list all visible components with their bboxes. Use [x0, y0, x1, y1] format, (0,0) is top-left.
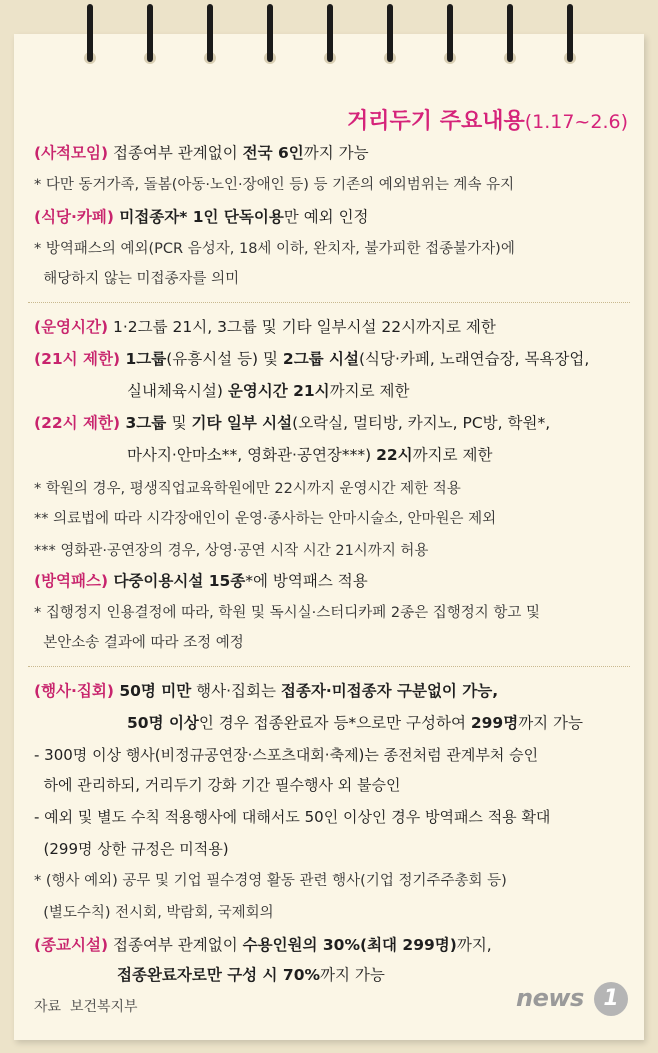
note-line: * 집행정지 인용결정에 따라, 학원 및 독시실·스터디카페 2종은 집행정지 항고 및 — [34, 605, 540, 621]
bold-text: 3그룹 — [120, 414, 172, 432]
bold-text: 미접종자* 1인 단독이용 — [113, 208, 284, 226]
text: 까지 가능 — [320, 966, 385, 984]
private-gathering-line — [34, 142, 369, 164]
title-date: (1.17~2.6) — [524, 111, 628, 133]
section-tag: (종교시설) — [34, 936, 109, 954]
limit-22-line-cont — [127, 444, 492, 466]
ring-icon — [324, 0, 336, 70]
note-line: ** 의료법에 따라 시각장애인이 운영·종사하는 안마시술소, 안마원은 제외 — [34, 511, 497, 527]
title-main: 거리두기 주요내용 — [347, 109, 525, 134]
bold-text: 수용인원의 30%(최대 299명) — [242, 936, 457, 954]
section-tag: (사적모임) — [34, 144, 109, 162]
text: (유흥시설 등) 및 — [166, 350, 283, 368]
text: 실내체육시설) — [127, 382, 228, 400]
ring-icon — [444, 0, 456, 70]
spiral-binding — [0, 0, 658, 80]
religious-facility-line-cont — [117, 964, 385, 986]
bold-text: 299명 — [470, 714, 519, 732]
text: 마사지·안마소**, 영화관·공연장***) — [127, 446, 377, 464]
text: 까지로 제한 — [329, 382, 410, 400]
bullet-line: 하에 관리하되, 거리두기 강화 기간 필수행사 외 불승인 — [34, 776, 401, 794]
bold-text: 50명 이상 — [127, 714, 199, 732]
limit-21-line — [34, 348, 589, 370]
bold-text: 기타 일부 시설 — [191, 414, 293, 432]
text: (식당·카페, 노래연습장, 목욕장업, — [359, 350, 590, 368]
note-line: 해당하지 않는 미접종자를 의미 — [34, 271, 240, 287]
text: 까지 가능 — [303, 144, 369, 162]
section-tag: (운영시간) — [34, 318, 109, 336]
events-line-cont — [127, 712, 583, 734]
section-tag: (22시 제한) — [34, 414, 121, 432]
page-title — [347, 104, 628, 135]
bullet-line: - 300명 이상 행사(비정규공연장·스포츠대회·축제)는 종전처럼 관계부처 승인 — [34, 746, 539, 764]
note-line: * (행사 예외) 공무 및 기업 필수경영 활동 관련 행사(기업 정기주주총회 등) — [34, 873, 507, 889]
section-divider — [28, 302, 630, 303]
text: 및 — [171, 414, 192, 432]
ring-icon — [144, 0, 156, 70]
bold-text: 운영시간 21시 — [227, 382, 330, 400]
note-line: * 학원의 경우, 평생직업교육학원에만 22시까지 운영시간 제한 적용 — [34, 481, 461, 497]
bold-text: 전국 6인 — [242, 144, 304, 162]
bold-text: 2그룹 시설 — [282, 350, 359, 368]
text: 까지로 제한 — [412, 446, 493, 464]
logo-text: news — [516, 984, 584, 1012]
bold-text: 접종완료자로만 구성 시 70% — [117, 966, 321, 984]
ring-icon — [84, 0, 96, 70]
section-tag: (21시 제한) — [34, 350, 121, 368]
bullet-line: (299명 상한 규정은 미적용) — [34, 840, 229, 858]
bold-text: 50명 미만 — [113, 682, 192, 700]
text: 까지, — [456, 936, 492, 954]
text: (오락실, 멀티방, 카지노, PC방, 학원*, — [292, 414, 551, 432]
limit-21-line-cont — [127, 380, 409, 402]
ring-icon — [384, 0, 396, 70]
note-line: * 다만 동거가족, 돌봄(아동·노인·장애인 등) 등 기존의 예외범위는 계속 유지 — [34, 177, 515, 193]
limit-22-line — [34, 412, 550, 434]
section-tag: (행사·집회) — [34, 682, 114, 700]
text: 까지 가능 — [518, 714, 584, 732]
text: 인 경우 접종완료자 등*으로만 구성하여 — [198, 714, 471, 732]
events-line — [34, 680, 498, 702]
section-tag: (식당·카페) — [34, 208, 114, 226]
bullet-line: - 예외 및 별도 수칙 적용행사에 대해서도 50인 이상인 경우 방역패스 적용 확대 — [34, 808, 551, 826]
note-line: 본안소송 결과에 따라 조정 예정 — [34, 635, 244, 651]
bold-text: 접종자·미접종자 구분없이 가능, — [280, 682, 499, 700]
text: 행사·집회는 — [191, 682, 281, 700]
bold-text: 1그룹 — [120, 350, 167, 368]
text: 만 예외 인정 — [283, 208, 369, 226]
section-tag: (방역패스) — [34, 572, 109, 590]
text: *에 방역패스 적용 — [245, 572, 368, 590]
ring-icon — [264, 0, 276, 70]
vaccine-pass-line — [34, 570, 368, 592]
religious-facility-line — [34, 934, 492, 956]
logo-mark-icon: 1 — [594, 982, 628, 1016]
restaurant-cafe-line — [34, 206, 369, 228]
note-line: (별도수칙) 전시회, 박람회, 국제회의 — [34, 905, 274, 921]
bold-text: 다중이용시설 15종 — [108, 572, 246, 590]
note-line: *** 영화관·공연장의 경우, 상영·공연 시작 시간 21시까지 허용 — [34, 543, 429, 559]
note-line: * 방역패스의 예외(PCR 음성자, 18세 이하, 완치자, 불가피한 접종불가자)에 — [34, 241, 515, 257]
text: 1·2그룹 21시, 3그룹 및 기타 일부시설 22시까지로 제한 — [108, 318, 496, 336]
ring-icon — [504, 0, 516, 70]
text: 접종여부 관계없이 — [108, 936, 243, 954]
section-divider — [28, 666, 630, 667]
operating-hours-line — [34, 316, 496, 338]
bold-text: 22시 — [376, 446, 413, 464]
source-note: 자료 보건복지부 — [34, 999, 138, 1015]
text: 접종여부 관계없이 — [108, 144, 243, 162]
ring-icon — [204, 0, 216, 70]
news1-logo — [516, 980, 634, 1024]
ring-icon — [564, 0, 576, 70]
